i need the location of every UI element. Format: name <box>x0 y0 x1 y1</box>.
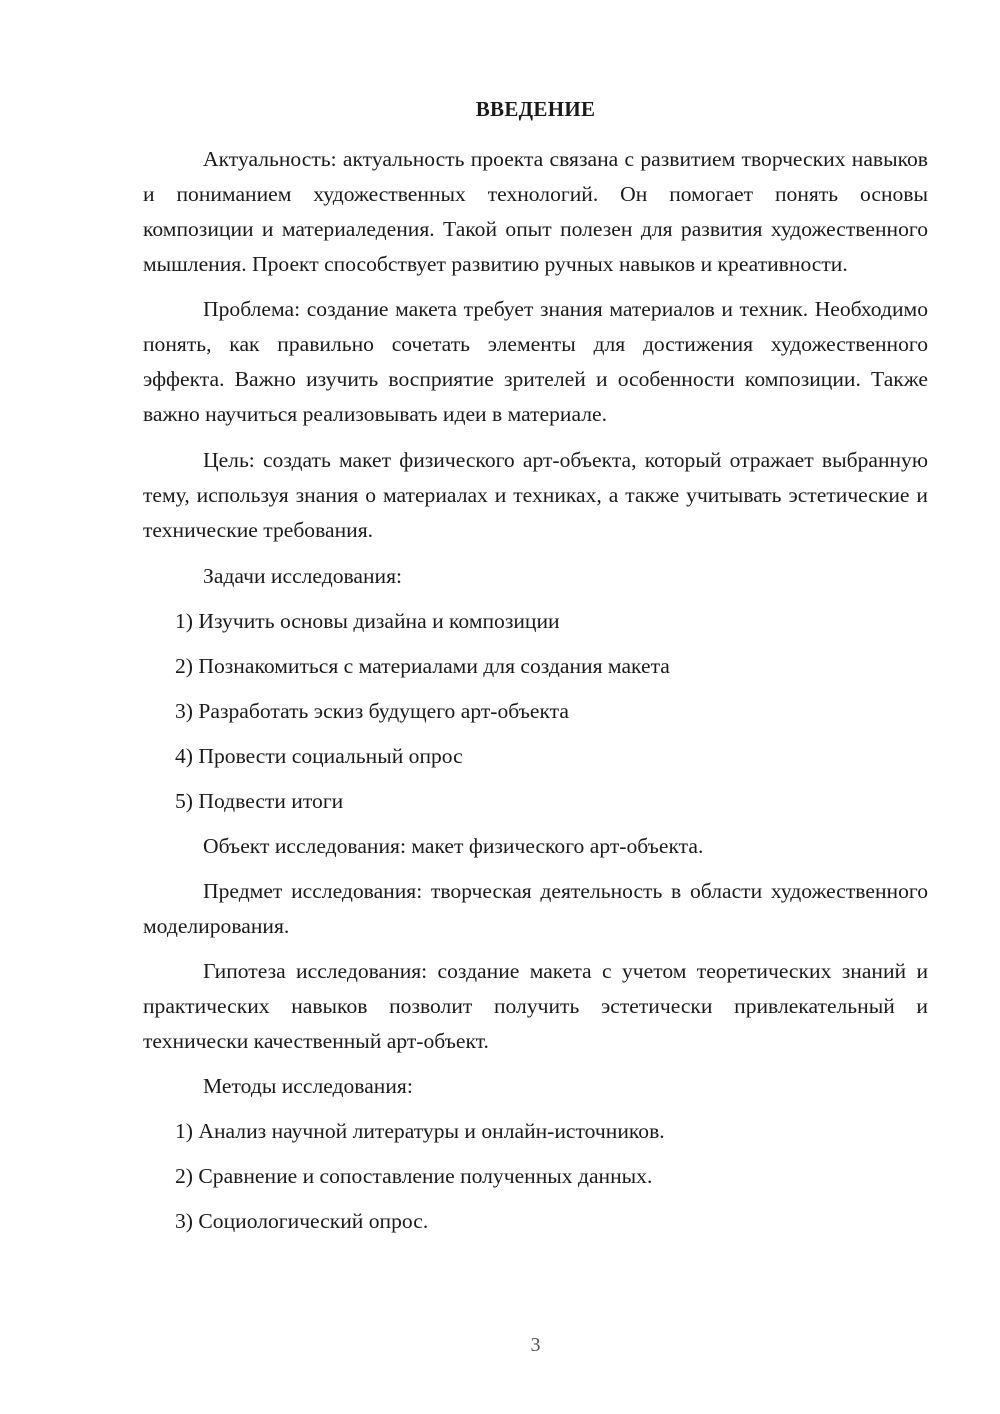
tasks-title: Задачи исследования: <box>203 564 403 588</box>
method-item: 2) Сравнение и сопоставление полученных данных. <box>175 1164 653 1188</box>
task-item: 5) Подвести итоги <box>175 789 344 813</box>
document-page <box>143 0 928 1414</box>
goal-paragraph: Цель: создать макет физического арт-объекта, который отражает выбранную тему, используя знания о материалах и техниках, а также учитывать эстетические и технические требования. <box>143 448 928 542</box>
problem-paragraph: Проблема: создание макета требует знания материалов и техник. Необходимо понять, как правильно сочетать элементы для достижения художественного эффекта. Важно изучить восприятие зрителей и особенности композиции. Также важно научиться реализовывать идеи в материале. <box>143 297 928 426</box>
task-item: 1) Изучить основы дизайна и композиции <box>175 609 560 633</box>
task-item: 3) Разработать эскиз будущего арт-объекта <box>175 699 569 723</box>
hypothesis-paragraph: Гипотеза исследования: создание макета с учетом теоретических знаний и практических навыков позволит получить эстетически привлекательный и технически качественный арт-объект. <box>143 959 928 1053</box>
methods-title: Методы исследования: <box>203 1074 413 1098</box>
relevance-paragraph: Актуальность: актуальность проекта связана с развитием творческих навыков и пониманием художественных технологий. Он помогает понять основы композиции и материаледения. Такой опыт полезен для развития художественного мышления. Проект способствует развитию ручных навыков и креативности. <box>143 147 928 276</box>
object-paragraph: Объект исследования: макет физического арт-объекта. <box>203 834 704 858</box>
task-item: 2) Познакомиться с материалами для создания макета <box>175 654 670 678</box>
task-item: 4) Провести социальный опрос <box>175 744 463 768</box>
subject-paragraph: Предмет исследования: творческая деятельность в области художественного моделирования. <box>143 879 928 938</box>
page-number: 3 <box>530 1334 541 1356</box>
section-heading: ВВЕДЕНИЕ <box>475 97 596 121</box>
body-text <box>143 142 928 1239</box>
method-item: 1) Анализ научной литературы и онлайн-источников. <box>175 1119 665 1143</box>
method-item: 3) Социологический опрос. <box>175 1209 429 1233</box>
